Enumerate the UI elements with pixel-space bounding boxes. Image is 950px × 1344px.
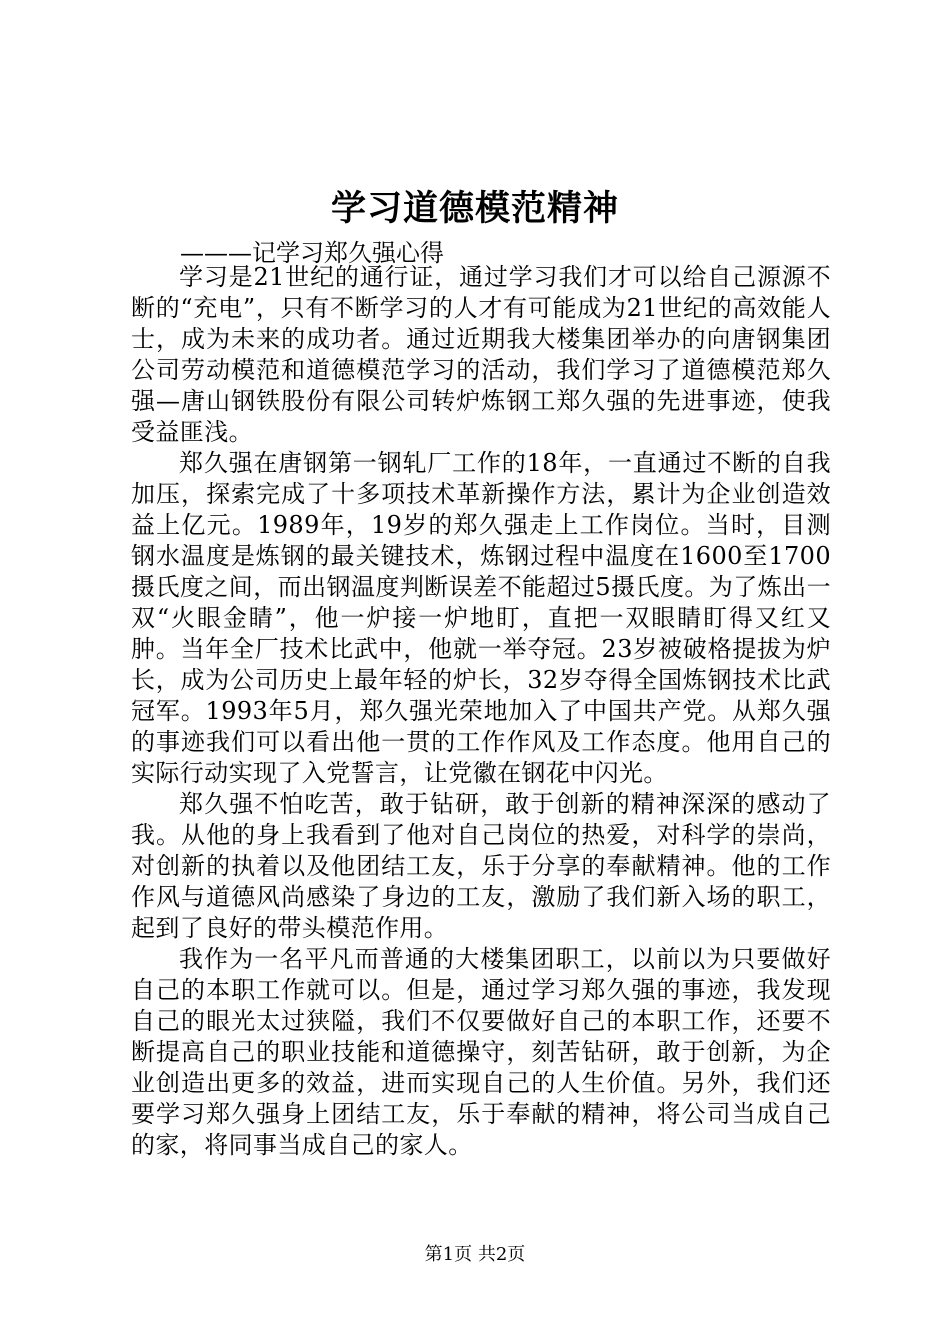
document-body: [131, 262, 831, 1161]
document-title: 学习道德模范精神: [330, 188, 619, 229]
paragraph: 郑久强在唐钢第一钢轧厂工作的18年，一直通过不断的自我加压，探索完成了十多项技术革新操作方法，累计为企业创造效益上亿元。1989年，19岁的郑久强走上工作岗位。当时，目测钢水温度是炼钢的最关键技术，炼钢过程中温度在1600至1700摄氏度之间，而出钢温度判断误差不能超过5摄氏度。为了炼出一双“火眼金睛”，他一炉接一炉地盯，直把一双眼睛盯得又红又肿。当年全厂技术比武中，他就一举夺冠。23岁被破格提拔为炉长，成为公司历史上最年轻的炉长，32岁夺得全国炼钢技术比武冠军。1993年5月，郑久强光荣地加入了中国共产党。从郑久强的事迹我们可以看出他一贯的工作作风及工作态度。他用自己的实际行动实现了入党誓言，让党徽在钢花中闪光。: [131, 449, 831, 787]
paragraph: 我作为一名平凡而普通的大楼集团职工，以前以为只要做好自己的本职工作就可以。但是，通过学习郑久强的事迹，我发现自己的眼光太过狭隘，我们不仅要做好自己的本职工作，还要不断提高自己的职业技能和道德操守，刻苦钻研，敢于创新，为企业创造出更多的效益，进而实现自己的人生价值。另外，我们还要学习郑久强身上团结工友，乐于奉献的精神，将公司当成自己的家，将同事当成自己的家人。: [131, 945, 831, 1159]
paragraph: 学习是21世纪的通行证，通过学习我们才可以给自己源源不断的“充电”，只有不断学习的人才有可能成为21世纪的高效能人士，成为未来的成功者。通过近期我大楼集团举办的向唐钢集团公司劳动模范和道德模范学习的活动，我们学习了道德模范郑久强—唐山钢铁股份有限公司转炉炼钢工郑久强的先进事迹，使我受益匪浅。: [131, 263, 831, 446]
document-subtitle: ———记学习郑久强心得: [180, 239, 444, 267]
page-footer: 第1页 共2页: [424, 1244, 526, 1265]
paragraph: 郑久强不怕吃苦，敢于钻研，敢于创新的精神深深的感动了我。从他的身上我看到了他对自己岗位的热爱，对科学的崇尚，对创新的执着以及他团结工友，乐于分享的奉献精神。他的工作作风与道德风尚感染了身边的工友，激励了我们新入场的职工，起到了良好的带头模范作用。: [131, 790, 831, 942]
